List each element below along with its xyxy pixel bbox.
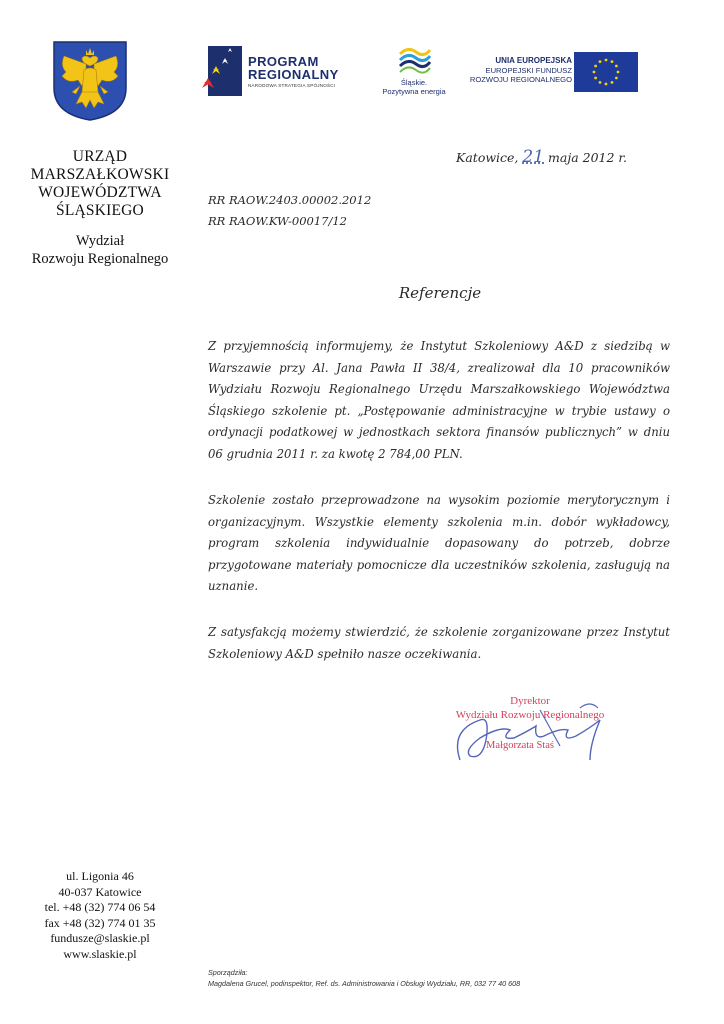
department-line: Wydział (75, 233, 125, 249)
office-line: ŚLĄSKIEGO (56, 202, 144, 219)
contact-email: fundusze@slaskie.pl (50, 931, 150, 945)
signature-stamp-name: Małgorzata Staś (486, 740, 554, 751)
program-title-line: PROGRAM (248, 54, 319, 69)
eu-star-icon (594, 65, 597, 68)
department-name (10, 232, 190, 268)
prepared-by: Magdalena Grucel, podinspektor, Ref. ds. Administrowania i Obsługi Wydziału, RR, 032 77 40 608 (208, 979, 521, 988)
eu-star-icon (617, 71, 620, 74)
eu-star-icon (594, 77, 597, 80)
slaskie-line: Pozytywna energia (382, 87, 446, 96)
eu-line: ROZWOJU REGIONALNEGO (469, 75, 572, 85)
date-day: 21 (522, 147, 545, 167)
office-line: MARSZAŁKOWSKI (30, 166, 170, 183)
contact-web: www.slaskie.pl (63, 946, 137, 961)
office-name (10, 148, 190, 220)
letter-paragraph: Szkolenie zostało przeprowadzone na wysokim poziomie merytorycznym i organizacyjnym. Wszystkie elementy szkolenia m.in. dobór wykładowcy, program szkolenia indywidualnie dopasowany do potrzeb, dobrze przygotowane materiały pomocnicze dla uczestników szkolenia, zasługują na uznanie. (208, 493, 670, 594)
contact-tel: tel. +48 (32) 774 06 54 (44, 900, 156, 914)
silesia-eagle-crest-icon (52, 40, 128, 122)
program-title-line: REGIONALNY (248, 67, 339, 82)
eu-star-icon (611, 60, 614, 63)
stamp-line: Dyrektor (510, 695, 550, 707)
eu-star-icon (605, 83, 608, 86)
reference-numbers (208, 190, 468, 232)
contact-block (10, 869, 190, 962)
eu-star-icon (615, 77, 618, 80)
letter-paragraph: Z satysfakcją możemy stwierdzić, że szkolenie zorganizowane przez Instytut Szkoleniowy A&D spełniło nasze oczekiwania. (208, 625, 670, 661)
eu-flag-icon (574, 52, 638, 92)
prepared-label: Sporządziła: (208, 968, 248, 977)
eu-star-icon (611, 81, 614, 84)
eu-star-icon (605, 59, 608, 62)
office-line: WOJEWÓDZTWA (38, 184, 162, 201)
contact-street: ul. Ligonia 46 (66, 869, 134, 883)
eu-star-icon (615, 65, 618, 68)
department-line: Rozwoju Regionalnego (31, 251, 169, 267)
eu-star-icon (593, 71, 596, 74)
program-subtitle: NARODOWA STRATEGIA SPÓJNOŚCI (248, 83, 336, 88)
eu-star-icon (599, 81, 602, 84)
reference-number: RR RAOW.2403.00002.2012 (208, 193, 372, 207)
slaskie-wave-logo-icon (394, 42, 434, 78)
program-title (248, 55, 388, 81)
city: Katowice, (456, 150, 519, 165)
stamp-line: Wydziału Rozwoju Regionalnego (455, 709, 605, 721)
eu-fund-text (458, 56, 572, 85)
letter-title: Referencje (398, 284, 482, 302)
eu-line: UNIA EUROPEJSKA (495, 56, 572, 65)
prepared-by-block (208, 967, 708, 989)
contact-city: 40-037 Katowice (58, 884, 142, 899)
eu-star-icon (599, 60, 602, 63)
program-regionalny-text (248, 55, 388, 88)
slaskie-text (378, 78, 450, 96)
letter-paragraph: Z przyjemnością informujemy, że Instytut Szkoleniowy A&D z siedzibą w Warszawie przy Al. Jana Pawła II 38/4, zrealizował dla 10 pracowników Wydziału Rozwoju Regionalnego Urzędu Marszałkowskiego Województwa Śląskiego szkolenie pt. „Postępowanie administracyjne w trybie ustawy o ordynacji podatkowej w jednostkach sektora finansów publicznych” w dniu 06 grudnia 2011 r. za kwotę 2 784,00 PLN. (208, 339, 670, 461)
eu-line: EUROPEJSKI FUNDUSZ (485, 65, 572, 75)
contact-fax: fax +48 (32) 774 01 35 (44, 915, 156, 930)
city-date (456, 147, 656, 167)
reference-number: RR RAOW.KW-00017/12 (208, 214, 347, 228)
program-regionalny-logo-icon (200, 44, 244, 98)
slaskie-line: Śląskie. (400, 78, 428, 87)
office-line: URZĄD (72, 148, 128, 165)
handwritten-signature-icon (440, 690, 630, 770)
month-year: maja 2012 r. (548, 150, 627, 165)
